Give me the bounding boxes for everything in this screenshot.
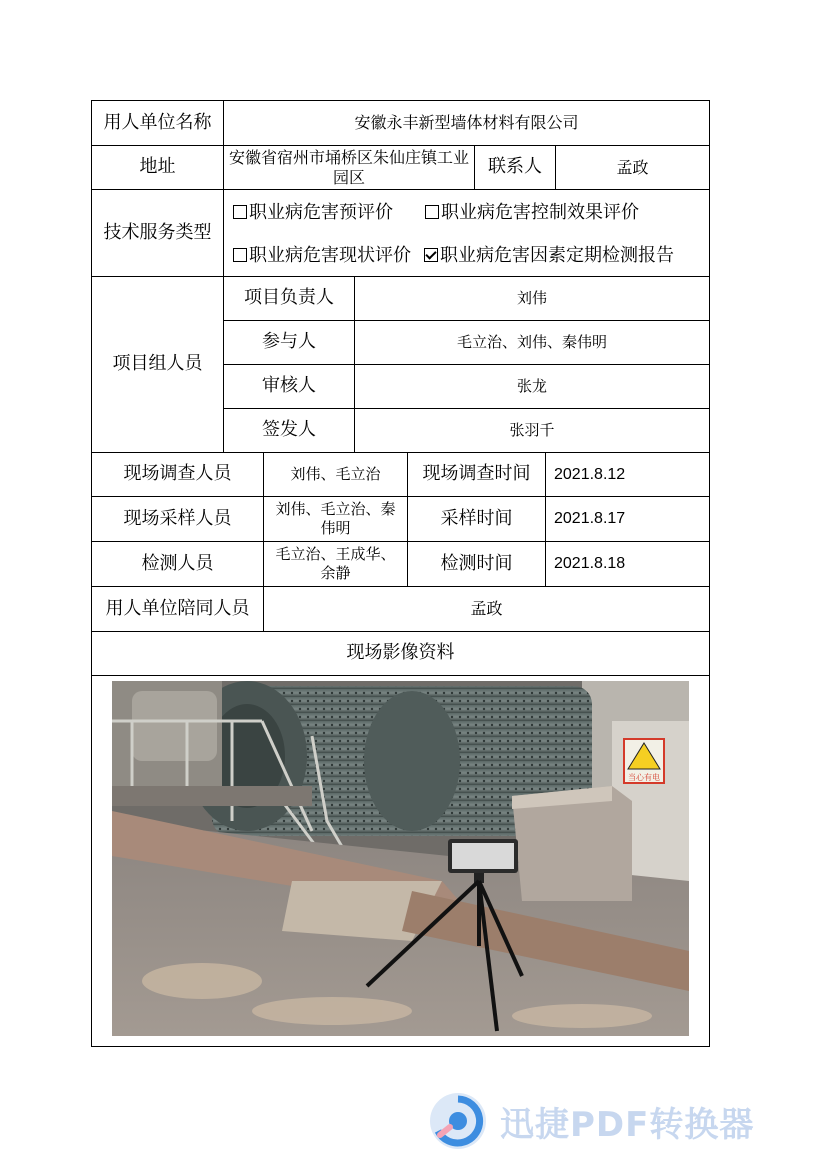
team-role: 项目负责人 [223, 276, 355, 321]
service-option-label: 职业病危害因素定期检测报告 [440, 245, 674, 266]
employer-label: 用人单位名称 [91, 100, 224, 146]
fieldwork-time: 2021.8.18 [545, 541, 710, 587]
watermark [428, 1090, 808, 1152]
fieldwork-time: 2021.8.12 [545, 452, 710, 497]
service-option [425, 202, 639, 225]
service-option-label: 职业病危害控制效果评价 [441, 202, 639, 223]
contact-label: 联系人 [474, 145, 556, 190]
team-label: 项目组人员 [91, 276, 224, 453]
service-option [233, 245, 411, 268]
team-role: 参与人 [223, 320, 355, 365]
fieldwork-label: 现场采样人员 [91, 496, 264, 542]
fieldwork-time: 2021.8.17 [545, 496, 710, 542]
watermark-logo-icon [428, 1091, 488, 1151]
warning-sign-text: 当心有电 [628, 773, 660, 782]
service-option [424, 245, 674, 268]
escort-label: 用人单位陪同人员 [91, 586, 264, 632]
contact-value: 孟政 [555, 145, 710, 190]
fieldwork-label: 现场调查人员 [91, 452, 264, 497]
fieldwork-people: 刘伟、毛立治 [263, 452, 408, 497]
site-photo [112, 681, 689, 1036]
team-name: 张羽千 [354, 408, 710, 453]
service-label: 技术服务类型 [91, 189, 224, 277]
employer-value: 安徽永丰新型墙体材料有限公司 [223, 100, 710, 146]
service-option-label: 职业病危害现状评价 [249, 245, 411, 266]
watermark-text: 迅捷PDF转换器 [500, 1104, 755, 1145]
team-name: 张龙 [354, 364, 710, 409]
service-options [223, 189, 710, 277]
service-option-label: 职业病危害预评价 [249, 202, 393, 223]
images-label: 现场影像资料 [91, 631, 710, 676]
checkbox-icon[interactable] [233, 205, 247, 219]
fieldwork-time-label: 检测时间 [407, 541, 546, 587]
address-label: 地址 [91, 145, 224, 190]
fieldwork-people: 毛立治、王成华、余静 [263, 541, 408, 587]
team-role: 签发人 [223, 408, 355, 453]
team-name: 刘伟 [354, 276, 710, 321]
fieldwork-time-label: 现场调查时间 [407, 452, 546, 497]
fieldwork-label: 检测人员 [91, 541, 264, 587]
fieldwork-people: 刘伟、毛立治、秦伟明 [263, 496, 408, 542]
service-option [233, 202, 393, 225]
team-role: 审核人 [223, 364, 355, 409]
checkbox-icon[interactable] [233, 248, 247, 262]
site-photo-drawing [112, 681, 689, 1036]
fieldwork-time-label: 采样时间 [407, 496, 546, 542]
checkbox-icon[interactable] [425, 205, 439, 219]
escort-value: 孟政 [263, 586, 710, 632]
team-name: 毛立治、刘伟、秦伟明 [354, 320, 710, 365]
checkbox-checked-icon[interactable] [424, 248, 438, 262]
address-value: 安徽省宿州市埇桥区朱仙庄镇工业园区 [223, 145, 475, 190]
